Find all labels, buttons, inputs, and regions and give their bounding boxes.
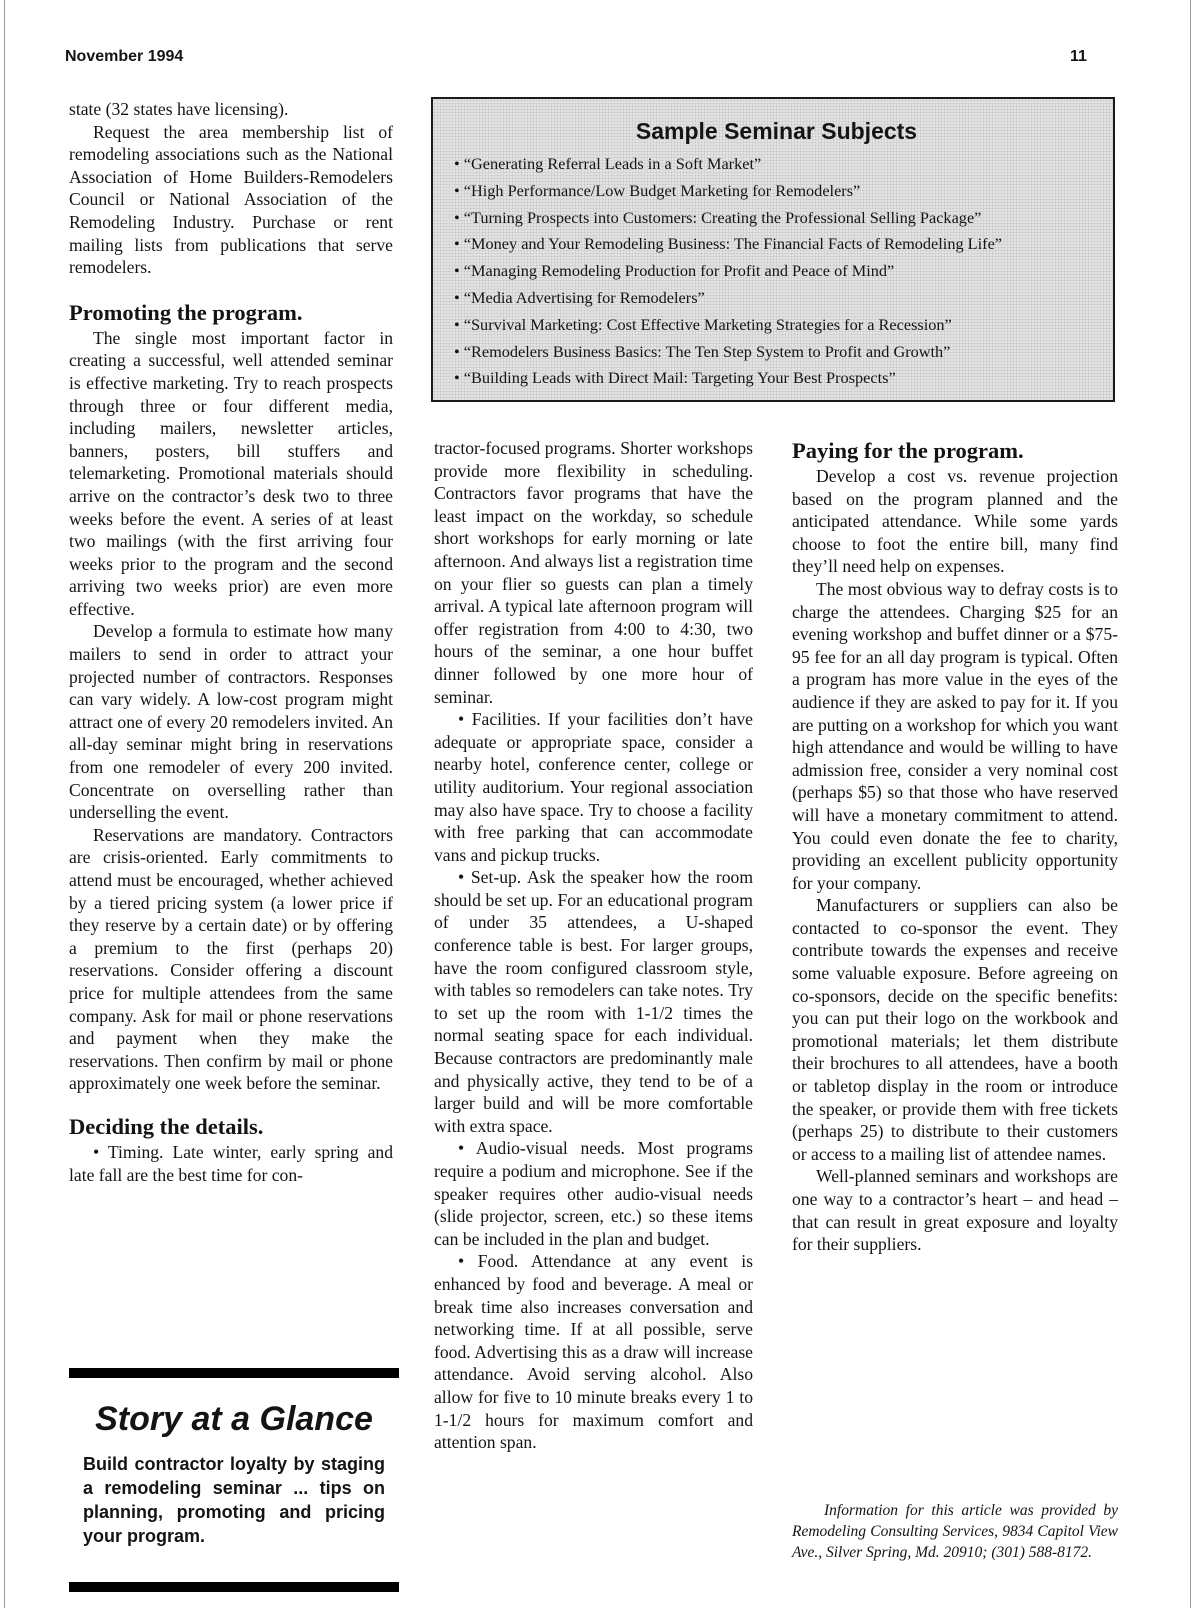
glance-title: Story at a Glance [95,1400,373,1438]
paragraph: Manufacturers or suppliers can also be contacted to co-sponsor the event. They contribute towards the expenses and receive some valuable exposure. Before agreeing on co-sponsors, decide on the specific benefits: you can put their logo on the workbook and promotional materials; let them distribute their brochures to all attendees, have a booth or tabletop display in the room or introduce the speaker, or provide them with free tickets (perhaps 25) to distribute to their customers or access to a mailing list of attendee names. [792,895,1118,1164]
section-heading-promoting: Promoting the program. [69,299,303,325]
paragraph: • Audio-visual needs. Most programs require a podium and microphone. See if the speaker requires other audio-visual needs (slide projector, screen, etc.) so these items can be included in the plan and budget. [434,1138,753,1249]
rule-top [69,1368,399,1378]
list-item: • “Generating Referral Leads in a Soft Market” [454,154,762,173]
list-item: • “High Performance/Low Budget Marketing for Remodelers” [454,180,861,200]
paragraph: Reservations are mandatory. Contractors are crisis-oriented. Early commitments to attend must be encouraged, whether achieved by a tiered pricing system (a lower price if they reserve by a certain date) or by offering a premium to the first (perhaps 20) reservations. Consider offering a discount price for multiple attendees from the same company. Ask for mail or phone reservations and payment when they make the reservations. Then confirm by mail or phone approximately one week before the seminar. [69,824,393,1094]
article-credit: Information for this article was provided by Remodeling Consulting Services, 9834 Capitol View Ave., Silver Spring, Md. 20910; (301) 588-8172. [792,1502,1118,1561]
section-heading-details: Deciding the details. [69,1113,264,1139]
paragraph: Well-planned seminars and workshops are one way to a contractor’s heart – and head – that can result in great exposure and loyalty for their suppliers. [792,1166,1118,1255]
list-item: • “Managing Remodeling Production for Profit and Peace of Mind” [454,261,895,281]
glance-summary: Build contractor loyalty by staging a remodeling seminar ... tips on planning, promoting and pricing your program. [83,1454,385,1546]
list-item: • “Survival Marketing: Cost Effective Marketing Strategies for a Recession” [454,314,952,334]
list-item: • “Turning Prospects into Customers: Creating the Professional Selling Package” [454,207,982,227]
section-heading-paying: Paying for the program. [792,438,1024,463]
sidebar-title: Sample Seminar Subjects [635,118,918,144]
column-middle [434,437,753,1454]
sidebar-seminar-subjects [431,97,1115,402]
column-right [792,437,1118,1256]
paragraph: The single most important factor in creating a successful, well attended seminar is effective marketing. Try to reach prospects through three or four different media, including mailers, newsletter articles, banners, posters, bill stuffers and telemarketing. Promotional materials should arrive on the contractor’s desk two to three weeks before the event. A series of at least two mailings (with the first arriving four weeks prior to the program and the second arriving two weeks prior) are even more effective. [69,327,393,619]
list-item: • “Media Advertising for Remodelers” [454,287,705,307]
story-at-a-glance-box [69,1368,399,1548]
rule-bottom [69,1582,399,1592]
column-left [69,98,393,1186]
seminar-subject-list [454,151,1099,392]
paragraph: • Facilities. If your facilities don’t have adequate or appropriate space, consider a nearby hotel, conference center, college or utility auditorium. Your regional association may also have space. Try to choose a facility with free parking that can accommodate vans and pickup trucks. [434,709,753,865]
list-item: • “Remodelers Business Basics: The Ten Step System to Profit and Growth” [454,341,951,361]
paragraph: tractor-focused programs. Shorter workshops provide more flexibility in scheduling. Contractors favor programs that have the least impact on the workday, so schedule short workshops for early morning or late afternoon. And always list a registration time on your flier so guests can plan a timely arrival. A typical late afternoon program will offer registration from 4:00 to 4:30, two hours of the seminar, a one hour buffet dinner followed by one more hour of seminar. [434,438,753,707]
paragraph: Develop a cost vs. revenue projection based on the program planned and the anticipated attendance. While some yards choose to foot the entire bill, many find they’ll need help on expenses. [792,466,1118,577]
paragraph: • Timing. Late winter, early spring and late fall are the best time for con- [69,1141,393,1185]
running-header-date: November 1994 [65,48,184,65]
paragraph: Develop a formula to estimate how many mailers to send in order to attract your projected number of contractors. Responses can vary widely. A low-cost program might attract one of every 20 remodelers invited. An all-day seminar might bring in reservations from one remodeler of every 200 invited. Concentrate on overselling rather than underselling the event. [69,621,393,823]
list-item: • “Money and Your Remodeling Business: The Financial Facts of Remodeling Life” [454,234,1003,254]
paragraph: state (32 states have licensing). [69,99,289,119]
scan-edge-right [1190,0,1191,1608]
paragraph: • Food. Attendance at any event is enhanced by food and beverage. A meal or break time also increases conversation and networking time. If at all possible, serve food. Advertising this as a draw will increase attendance. Avoid serving alcohol. Also allow for five to 10 minute breaks every 1 to 1-1/2 hours for maximum comfort and attention span. [434,1251,753,1453]
page-number: 11 [1070,48,1087,65]
paragraph: • Set-up. Ask the speaker how the room should be set up. For an educational program of under 35 attendees, a U-shaped conference table is best. For larger groups, have the room configured classroom style, with tables so remodelers can take notes. Try to set up the room with 1-1/2 times the normal seating space for each individual. Because contractors are predominantly male and physically active, they tend to be of a larger build and will be more comfortable with extra space. [434,867,753,1136]
paragraph: The most obvious way to defray costs is to charge the attendees. Charging $25 for an evening workshop and buffet dinner or a $75-95 fee for an all day program is typical. Often a program has more value in the eyes of the audience if they are asked to pay for it. If you are putting on a workshop for which you want high attendance and would be willing to have admission free, consider a very nominal cost (perhaps $5) so that those who have reserved will have a monetary commitment to attend. You could even donate the fee to charity, providing an excellent publicity opportunity for your company. [792,578,1118,893]
paragraph: Request the area membership list of remodeling associations such as the National Association of Home Builders-Remodelers Council or National Association of the Remodeling Industry. Purchase or rent mailing lists from publications that serve remodelers. [69,121,393,278]
scan-edge-left [4,0,5,1608]
list-item: • “Building Leads with Direct Mail: Targeting Your Best Prospects” [454,368,896,388]
